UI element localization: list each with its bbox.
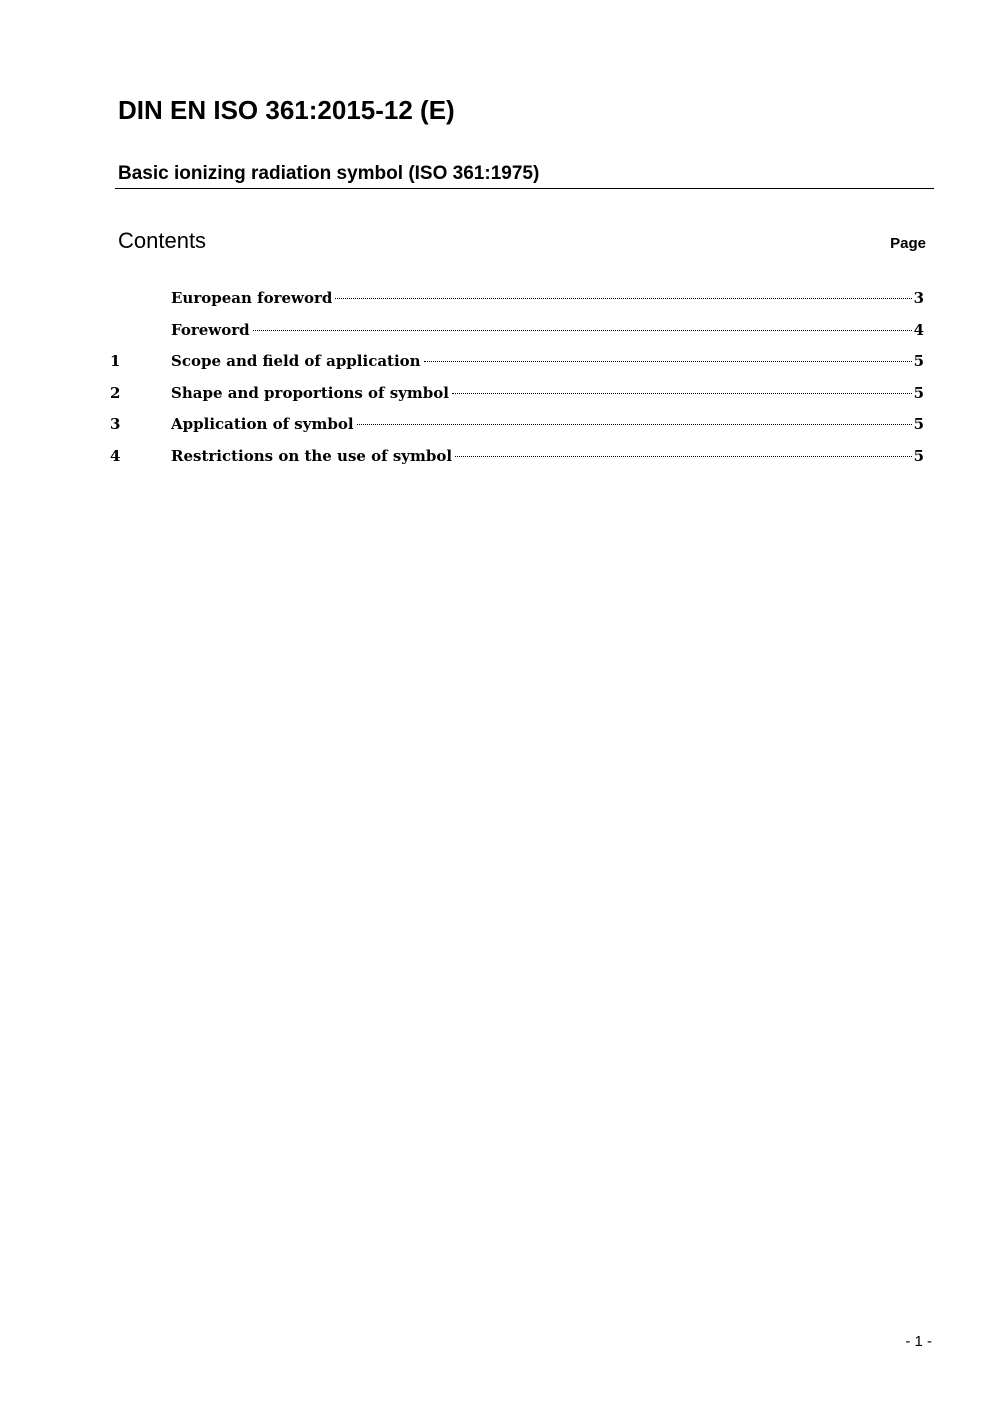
toc-entry-restrictions[interactable] bbox=[110, 445, 924, 477]
page-number: - 1 - bbox=[905, 1333, 932, 1350]
subtitle-rule bbox=[115, 162, 934, 189]
toc-entry-number: 3 bbox=[110, 415, 121, 434]
toc-entry-title: Scope and field of application bbox=[171, 352, 421, 371]
toc-entry-page: 4 bbox=[913, 320, 924, 339]
document-subtitle: Basic ionizing radiation symbol (ISO 361:1975) bbox=[118, 163, 540, 184]
toc-entry-shape-and-proportions[interactable] bbox=[110, 382, 924, 414]
toc-entry-page: 5 bbox=[913, 383, 924, 402]
toc-entry-european-foreword[interactable] bbox=[110, 287, 924, 319]
page-column-label: Page bbox=[890, 235, 926, 252]
toc-entry-page: 3 bbox=[913, 289, 924, 307]
toc-entry-page: 5 bbox=[913, 352, 924, 371]
toc-dot-leader bbox=[335, 298, 911, 299]
table-of-contents bbox=[110, 287, 924, 477]
toc-dot-leader bbox=[424, 361, 912, 362]
document-title: DIN EN ISO 361:2015-12 (E) bbox=[118, 95, 455, 125]
toc-entry-number: 2 bbox=[110, 383, 121, 402]
toc-entry-title: Application of symbol bbox=[171, 415, 354, 434]
toc-entry-title: Foreword bbox=[171, 320, 250, 339]
toc-entry-scope[interactable] bbox=[110, 350, 924, 382]
toc-entry-page: 5 bbox=[913, 446, 924, 465]
contents-heading: Contents bbox=[118, 228, 207, 253]
toc-dot-leader bbox=[455, 456, 911, 457]
toc-entry-number: 1 bbox=[110, 352, 121, 371]
toc-entry-title: European foreword bbox=[171, 289, 333, 307]
toc-dot-leader bbox=[357, 424, 912, 425]
toc-entry-number: 4 bbox=[110, 446, 121, 465]
toc-dot-leader bbox=[253, 330, 912, 331]
toc-entry-page: 5 bbox=[913, 415, 924, 434]
toc-entry-title: Shape and proportions of symbol bbox=[171, 383, 449, 402]
toc-dot-leader bbox=[452, 393, 912, 394]
toc-entry-foreword[interactable] bbox=[110, 319, 924, 351]
toc-entry-application[interactable] bbox=[110, 413, 924, 445]
toc-entry-title: Restrictions on the use of symbol bbox=[171, 446, 453, 465]
